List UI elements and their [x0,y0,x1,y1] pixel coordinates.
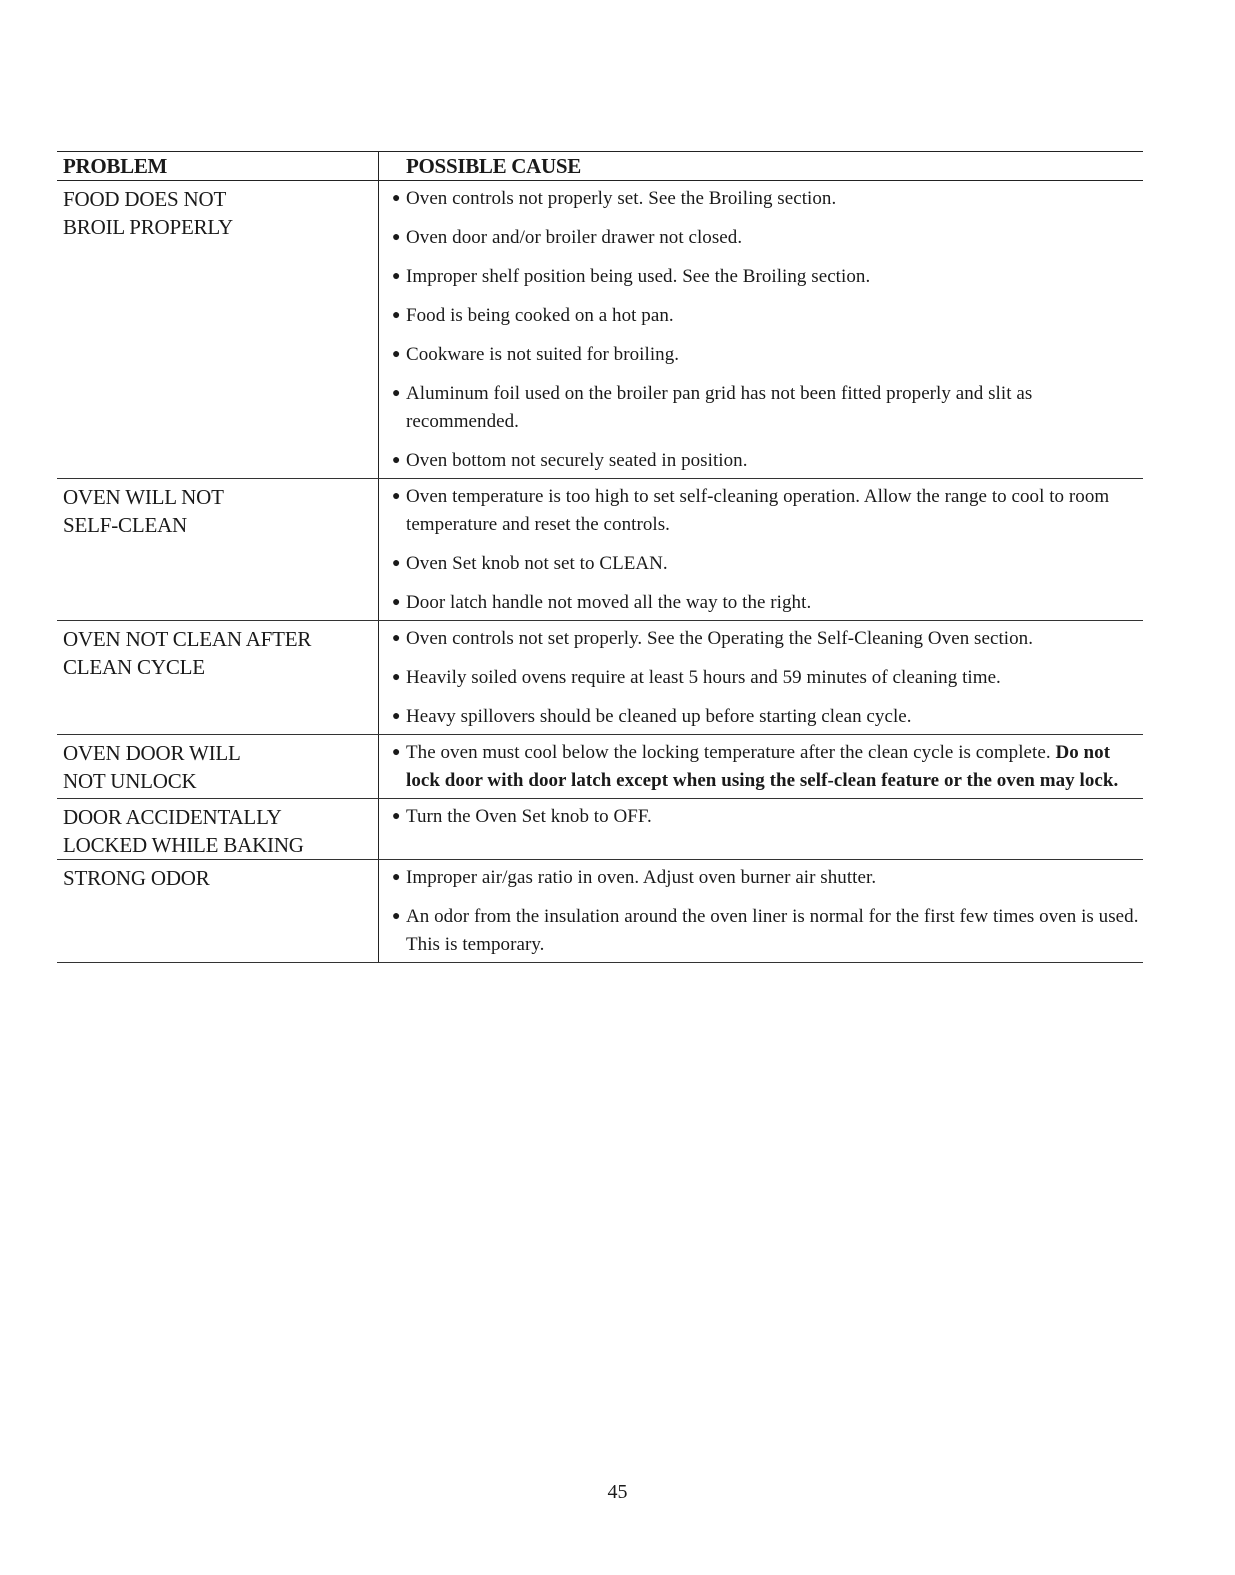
table-row [57,799,1143,860]
bullet-icon: ● [392,453,401,468]
problem-text: SELF-CLEAN [63,513,188,537]
causes-cell [379,479,1143,620]
cause-item: ● Oven controls not properly set. See the Broiling section. [392,185,1143,213]
bullet-icon: ● [392,670,401,685]
cause-item: ● Oven bottom not securely seated in position. [392,447,1143,475]
table-row [57,181,1143,479]
problem-text: CLEAN CYCLE [63,655,205,679]
bullet-icon: ● [392,269,401,284]
troubleshooting-table [57,151,1143,963]
cause-item: ● Door latch handle not moved all the way to the right. [392,589,1143,617]
cause-item: ● The oven must cool below the locking temperature after the clean cycle is complete. Do not lock door with door latch except when using the self-clean feature or the oven may lock. [392,739,1143,795]
bullet-icon: ● [392,308,401,323]
bullet-icon: ● [392,556,401,571]
cause-item: ● Aluminum foil used on the broiler pan grid has not been fitted properly and slit as recommended. [392,380,1143,436]
problem-text: OVEN WILL NOT [63,485,224,509]
problem-text: NOT UNLOCK [63,769,197,793]
cause-item: ● An odor from the insulation around the oven liner is normal for the first few times oven is used. This is temporary. [392,903,1143,959]
bullet-icon: ● [392,347,401,362]
bullet-icon: ● [392,489,401,504]
table-row [57,621,1143,735]
problem-text: BROIL PROPERLY [63,215,233,239]
causes-cell [379,799,1143,859]
table-row [57,479,1143,621]
bullet-icon: ● [392,909,401,924]
causes-cell [379,621,1143,734]
problem-cell [57,799,379,859]
cause-item: ● Improper air/gas ratio in oven. Adjust oven burner air shutter. [392,864,1143,892]
bullet-icon: ● [392,809,401,824]
problem-cell [57,860,379,962]
bullet-icon: ● [392,230,401,245]
cause-item: ● Improper shelf position being used. See the Broiling section. [392,263,1143,291]
problem-cell [57,479,379,620]
problem-cell [57,735,379,798]
bullet-icon: ● [392,631,401,646]
problem-text: DOOR ACCIDENTALLY [63,805,282,829]
bullet-icon: ● [392,386,401,401]
cause-item: ● Oven controls not set properly. See the Operating the Self-Cleaning Oven section. [392,625,1143,653]
problem-text: OVEN NOT CLEAN AFTER [63,627,312,651]
possible-cause-column-header: POSSIBLE CAUSE [406,154,581,178]
page-number: 45 [607,1481,628,1503]
problem-cell [57,621,379,734]
cause-item: ● Cookware is not suited for broiling. [392,341,1143,369]
cause-item: ● Heavily soiled ovens require at least 5 hours and 59 minutes of cleaning time. [392,664,1143,692]
bullet-icon: ● [392,191,401,206]
cause-item: ● Oven door and/or broiler drawer not closed. [392,224,1143,252]
problem-cell [57,181,379,478]
problem-text: OVEN DOOR WILL [63,741,241,765]
table-row [57,735,1143,799]
cause-item: ● Food is being cooked on a hot pan. [392,302,1143,330]
bullet-icon: ● [392,709,401,724]
table-row [57,860,1143,963]
causes-cell [379,735,1143,798]
cause-item: ● Turn the Oven Set knob to OFF. [392,803,1143,831]
problem-text: LOCKED WHILE BAKING [63,833,304,857]
problem-text: FOOD DOES NOT [63,187,227,211]
bullet-icon: ● [392,745,401,760]
bullet-icon: ● [392,595,401,610]
problem-text: STRONG ODOR [63,866,210,890]
cause-item: ● Heavy spillovers should be cleaned up before starting clean cycle. [392,703,1143,731]
causes-cell [379,860,1143,962]
cause-item: ● Oven temperature is too high to set self-cleaning operation. Allow the range to cool to room temperature and reset the controls. [392,483,1143,539]
problem-column-header: PROBLEM [57,152,379,180]
warning-text: Do not lock door with door latch except when using the self-clean feature or the oven may lock. [406,742,1119,791]
bullet-icon: ● [392,870,401,885]
cause-item: ● Oven Set knob not set to CLEAN. [392,550,1143,578]
causes-cell [379,181,1143,478]
table-header-row [57,151,1143,181]
